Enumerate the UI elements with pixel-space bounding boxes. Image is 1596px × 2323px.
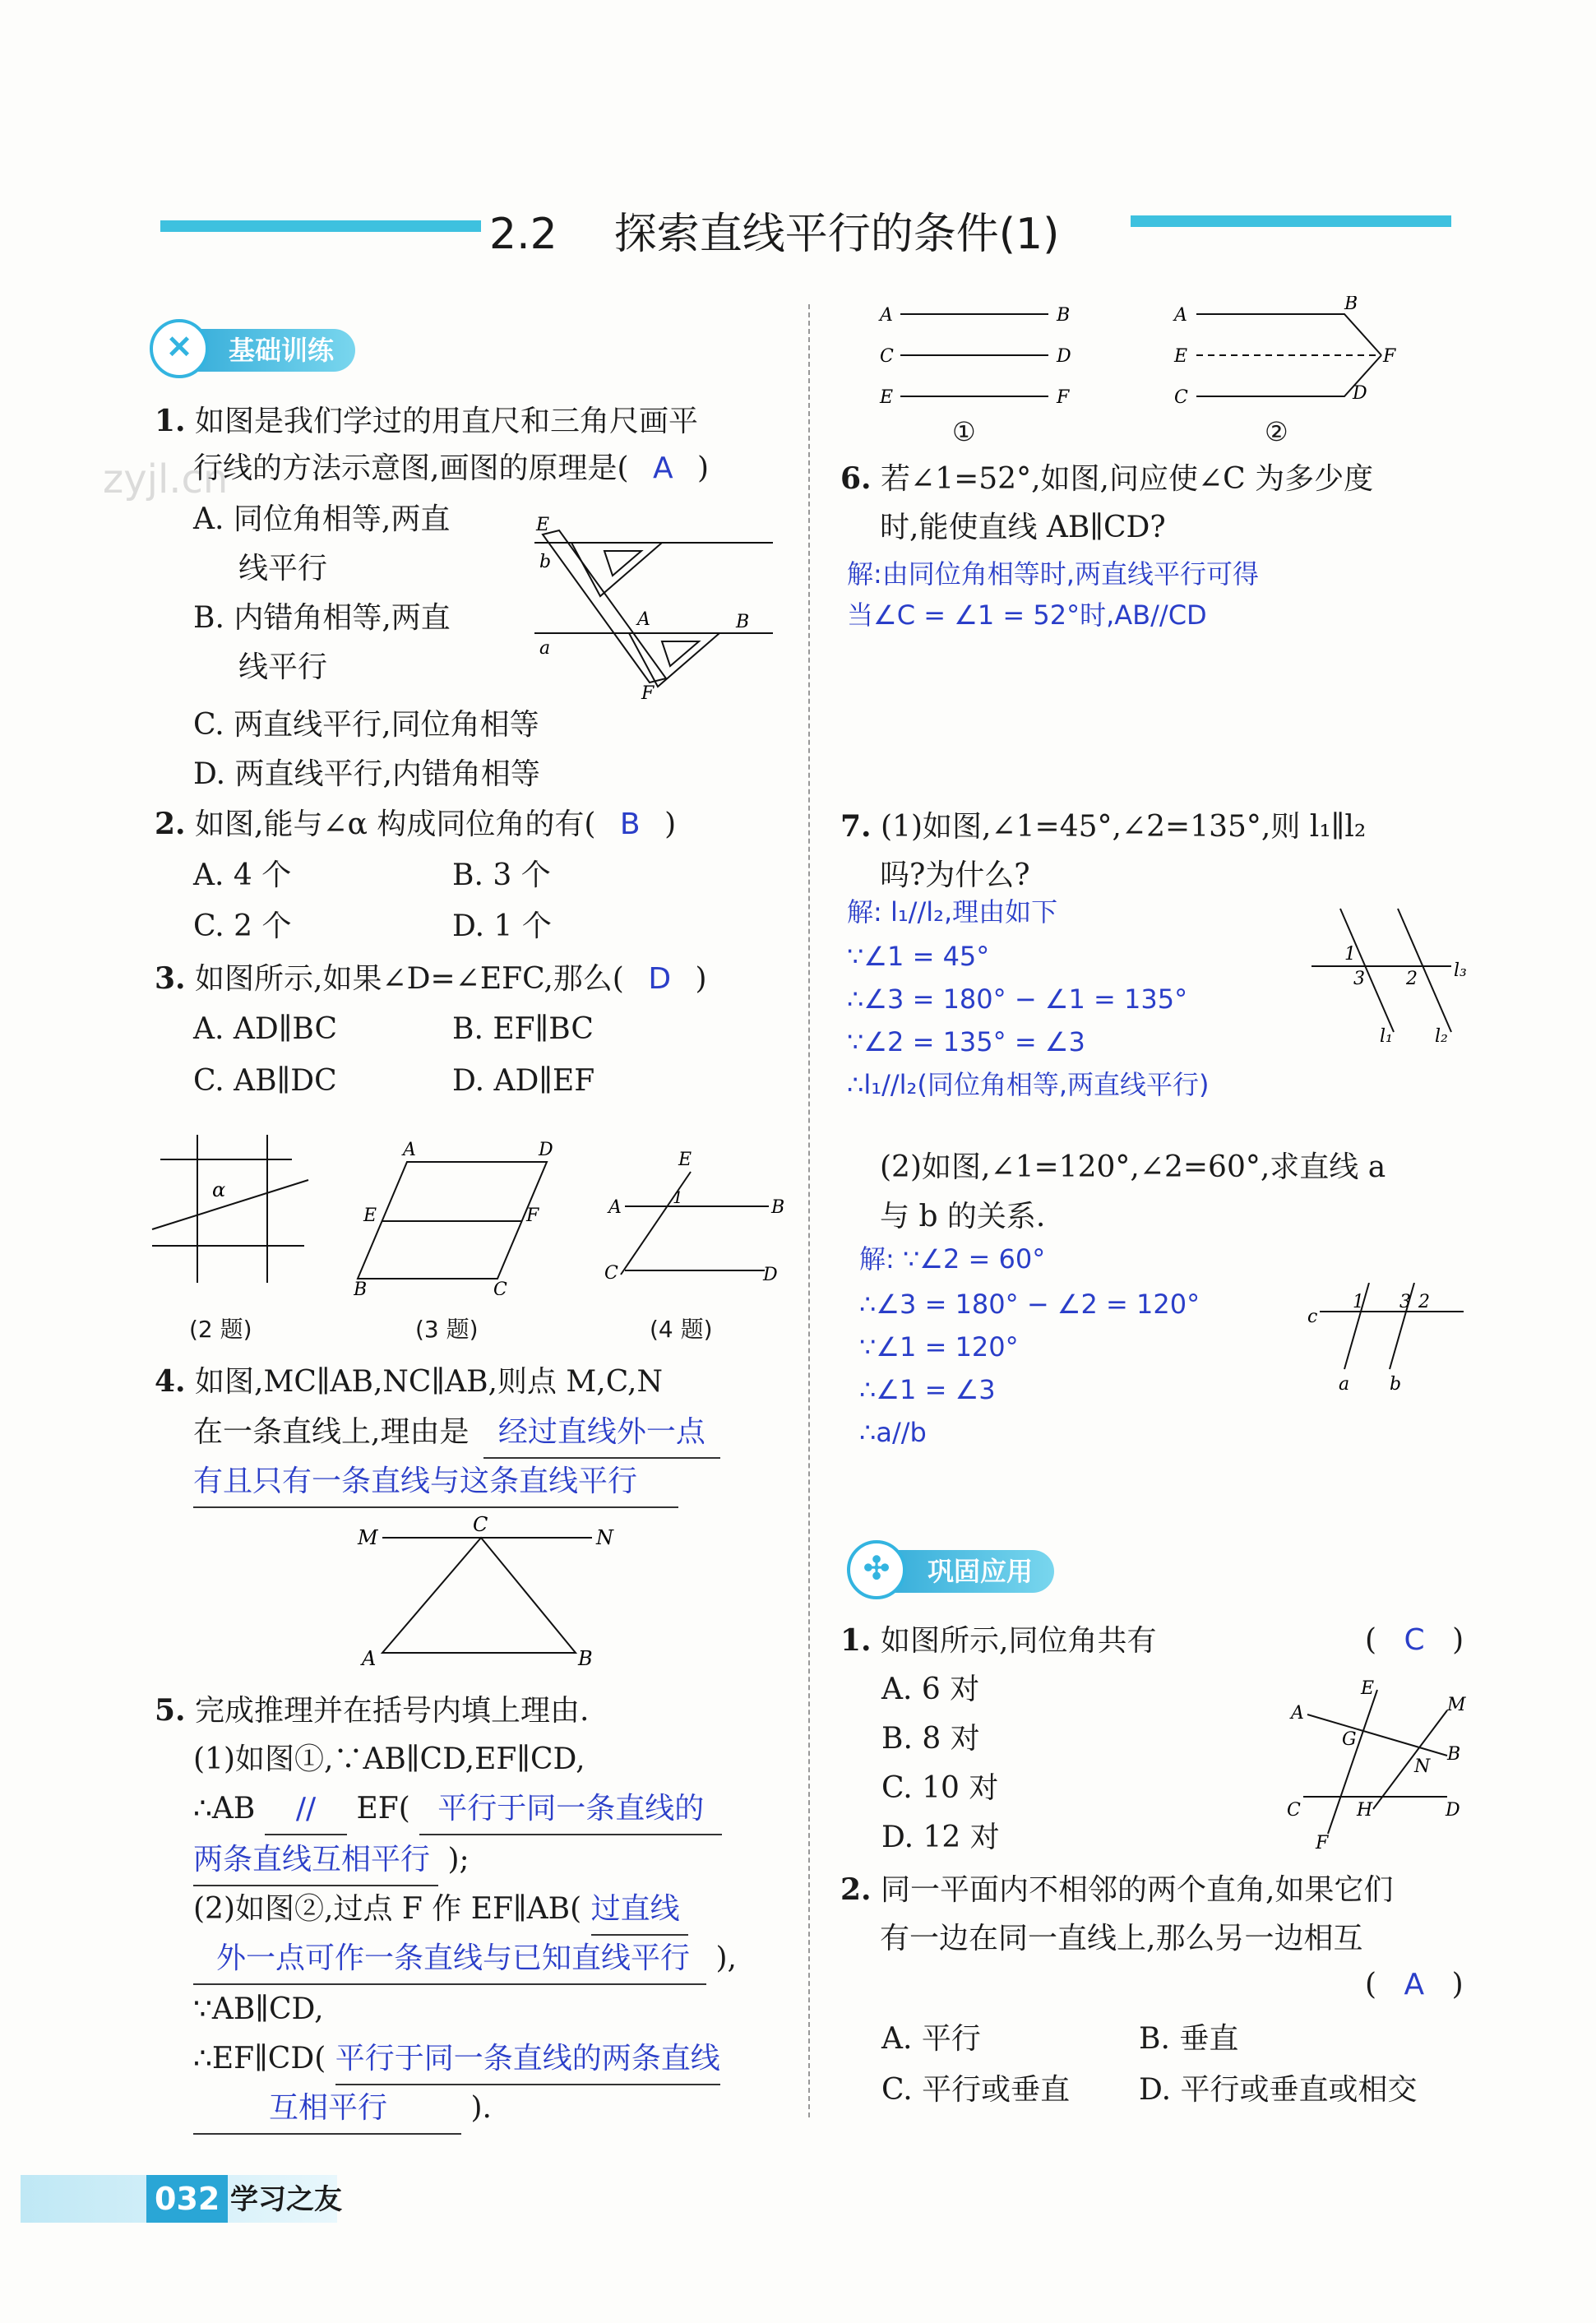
q3-label-E: E [363,1205,377,1226]
q1-opt-a2: 线平行 [238,552,328,585]
fig1-C: C [880,346,894,367]
q7f2-3: 3 [1399,1292,1411,1312]
q2-label-alpha: α [212,1178,226,1201]
q1-label-b: b [539,552,552,572]
q4-label-B: B [771,1197,785,1218]
q1-label-A: A [637,609,650,630]
q7f1-l1: l₁ [1380,1026,1393,1047]
section-icon-basic: ✕ [150,319,209,378]
q7-stem2: 吗?为什么? [880,858,1030,892]
q1-stem-line2: 行线的方法示意图,画图的原理是( [193,451,629,485]
q4-answer2-wrap [193,1457,678,1508]
q1-triangle-top-inner [604,551,641,576]
a1-open: ( [1365,1623,1377,1657]
q4-number: 4. [155,1364,186,1399]
q3-figure [354,1139,567,1295]
q4-answer-line2: 有且只有一条直线与这条直线平行 [193,1457,678,1508]
q7-stem-line1: (1)如图,∠1=45°,∠2=135°,则 l₁∥l₂ [881,810,1367,844]
q5-p2-prefix: ∴AB [193,1792,256,1826]
q4-label-A: A [608,1197,622,1218]
q3-stem [155,954,707,1004]
q5-p3-end: ); [447,1843,470,1876]
section-title: 探索直线平行的条件(1) [613,210,1060,259]
q4-fig-label-M: M [358,1526,378,1549]
a1f-M: M [1447,1695,1466,1715]
q6-solution-1: 解:由同位角相等时,两直线平行可得 [847,558,1259,590]
footer-page-number: 032 [146,2175,228,2223]
q4-fig-label-A: A [362,1647,377,1669]
q5-p5 [193,1934,737,1985]
a1-answer: C [1404,1623,1425,1657]
a2-open: ( [1365,1968,1377,2001]
q1-opt-a1: A. 同位角相等,两直 [193,502,451,536]
a1f-G: G [1342,1729,1357,1750]
q5-p2-answer: 平行于同一条直线的 [419,1784,722,1835]
q5-p5-end: ), [715,1941,737,1975]
q7-solution-5: ∴l₁//l₂(同位角相等,两直线平行) [847,1069,1210,1100]
a2-opt-c: C. 平行或垂直 [881,2073,1071,2107]
q1-stem2 [193,444,709,493]
q5-p8 [193,2084,492,2135]
q7f1-l2: l₂ [1435,1026,1448,1047]
q1-label-E: E [536,515,550,535]
a1-stem-text: 如图所示,同位角共有 [881,1624,1157,1658]
q6-stem [840,454,1373,504]
a2-opt-b: B. 垂直 [1139,2022,1239,2056]
a2-opt-d: D. 平行或垂直或相交 [1139,2073,1418,2107]
q4-triangle-figure [349,1513,621,1669]
q1-stem-line1: 如图是我们学过的用直尺和三角尺画平 [195,405,699,438]
q5-figure-1-label: ① [952,416,976,447]
q4-fig-label-C: C [473,1513,488,1536]
q5-p5-answer: 外一点可作一条直线与已知直线平行 [193,1934,706,1985]
section-icon-apply: ✣ [847,1540,906,1599]
q1-opt-b1: B. 内错角相等,两直 [193,601,451,635]
a1-opt-d: D. 12 对 [881,1821,1000,1854]
q1-number: 1. [155,404,186,438]
q7f2-1: 1 [1353,1292,1364,1312]
q1-close: ) [697,451,710,485]
q6-stem2: 时,能使直线 AB∥CD? [880,511,1166,544]
q3-opt-c: C. AB∥DC [193,1064,337,1098]
q3-label-D: D [539,1140,553,1160]
section-badge-basic-label: 基础训练 [229,335,335,366]
q5-figure-1 [872,296,1094,440]
q5-p4-text: (2)如图②,过点 F 作 EF∥AB( [193,1892,582,1926]
a1f-F: F [1316,1833,1329,1853]
q2-answer: B [619,807,641,841]
a2-answer-wrap [1365,1960,1464,2010]
caption-q4: (4 题) [650,1316,713,1343]
section-badge-apply-label: 巩固应用 [928,1556,1034,1587]
q2-opt-c: C. 2 个 [193,909,292,943]
page-title [489,199,1059,261]
title-bar-left [160,220,481,232]
q3-answer: D [648,962,672,996]
a2-opt-a: A. 平行 [881,2022,981,2056]
fig2-A: A [1174,305,1187,326]
caption-q2: (2 题) [189,1316,252,1343]
q5-p7-text: ∴EF∥CD( [193,2042,326,2075]
q7f1-2: 2 [1406,969,1418,989]
q4-fig-label-B: B [578,1647,593,1669]
section-number: 2.2 [489,210,557,259]
q3-close: ) [695,962,707,996]
q7-solution-8: ∵∠1 = 120° [859,1331,1019,1363]
q7-figure-2 [1307,1283,1472,1398]
a2-stem2: 有一边在同一直线上,那么另一边相互 [880,1922,1363,1955]
column-divider [808,304,810,2117]
q6-solution-2: 当∠C = ∠1 = 52°时,AB//CD [847,599,1207,631]
fig2-C: C [1174,387,1188,408]
q5-p6: ∵AB∥CD, [193,1992,324,2026]
q5-p7 [193,2034,720,2085]
q4-label-D: D [763,1265,778,1285]
q7-number: 7. [840,809,872,844]
q5-stem [155,1686,590,1736]
q1-stem [155,396,698,447]
q1-opt-b2: 线平行 [238,650,328,684]
q3-label-B: B [354,1280,368,1295]
q5-p4 [193,1885,688,1936]
q1-opt-c: C. 两直线平行,同位角相等 [193,708,539,742]
a1f-B: B [1447,1744,1461,1765]
q5-figure-2 [1168,296,1414,440]
q7f1-l3: l₃ [1454,960,1467,981]
q4-label-C: C [604,1263,618,1284]
q2-number: 2. [155,807,186,841]
q4-stem2 [193,1408,720,1459]
q1-label-B: B [736,612,750,632]
q7-solution-2: ∵∠1 = 45° [847,941,990,972]
q7f2-c: c [1307,1307,1318,1327]
q7f1-3: 3 [1353,969,1365,989]
q3-opt-d: D. AD∥EF [452,1064,595,1098]
a1-figure [1283,1677,1472,1854]
q7-solution-9: ∴∠1 = ∠3 [859,1374,996,1405]
q2-stem-text: 如图,能与∠α 构成同位角的有( [195,807,596,841]
q3-stem-text: 如图所示,如果∠D=∠EFC,那么( [195,962,624,996]
a2-stem-line1: 同一平面内不相邻的两个直角,如果它们 [881,1873,1394,1907]
fig2-B: B [1344,296,1358,314]
q2-close: ) [664,807,677,841]
a1-answer-wrap [1365,1616,1464,1665]
q7-solution-6: 解: ∵∠2 = 60° [859,1243,1046,1275]
q5-p3-answer: 两条直线互相平行 [193,1835,438,1886]
q3-label-C: C [493,1280,507,1295]
q7-solution-1: 解: l₁//l₂,理由如下 [847,896,1058,928]
q1-answer: A [652,451,673,485]
q3-number: 3. [155,961,186,996]
q3-label-A: A [403,1140,416,1160]
q7-stem4: 与 b 的关系. [880,1200,1046,1233]
fig2-E: E [1174,346,1188,367]
q7-solution-3: ∴∠3 = 180° − ∠1 = 135° [847,983,1188,1015]
q7f2-b: b [1390,1374,1402,1395]
caption-q3: (3 题) [415,1316,479,1343]
a2-answer: A [1404,1968,1425,2001]
q7-solution-10: ∴a//b [859,1417,927,1448]
fig1-A: A [880,305,893,326]
watermark: zyjl.cn [103,456,229,502]
q1-label-F: F [641,683,655,703]
a2-stem [840,1865,1394,1915]
a1-opt-c: C. 10 对 [881,1771,999,1805]
q3-opt-b: B. EF∥BC [452,1012,594,1046]
q7-solution-4: ∵∠2 = 135° = ∠3 [847,1026,1085,1057]
fig2-F: F [1383,346,1396,367]
a1-close: ) [1452,1623,1464,1657]
q5-stem-text: 完成推理并在括号内填上理由. [195,1694,590,1728]
q5-p2 [193,1784,722,1835]
q4-stem-line2: 在一条直线上,理由是 [193,1415,470,1449]
q7f2-a: a [1339,1374,1350,1395]
q7-figure-1 [1307,900,1472,1053]
q7f1-1: 1 [1344,944,1356,965]
q6-number: 6. [840,461,872,496]
a1f-A: A [1291,1703,1304,1724]
a1-opt-b: B. 8 对 [881,1722,980,1756]
q5-p1: (1)如图①,∵AB∥CD,EF∥CD, [193,1742,585,1776]
q4-label-1: 1 [673,1187,683,1207]
q2-opt-b: B. 3 个 [452,858,551,892]
q4-fig-label-N: N [596,1526,613,1549]
fig1-D: D [1057,346,1071,367]
q2-stem [155,799,676,849]
q5-p3 [193,1835,470,1886]
a1f-D: D [1446,1800,1460,1821]
q5-p4-answer: 过直线 [591,1885,688,1936]
q5-p2-blank: // [265,1784,347,1835]
q5-p8-end: ). [470,2091,492,2125]
a1-stem [840,1616,1157,1666]
q4-figure [600,1147,789,1295]
a1f-H: H [1357,1800,1373,1821]
q2-figure [148,1135,312,1299]
a1-opt-a: A. 6 对 [881,1673,980,1706]
q5-p8-answer: 互相平行 [193,2084,461,2135]
q5-figure-2-label: ② [1265,416,1288,447]
q1-opt-d: D. 两直线平行,内错角相等 [193,757,540,791]
q4-answer-line1: 经过直线外一点 [483,1408,720,1459]
q7-solution-7: ∴∠3 = 180° − ∠2 = 120° [859,1289,1200,1320]
q7f2-2: 2 [1418,1292,1430,1312]
a1f-E: E [1361,1678,1375,1699]
a1-number: 1. [840,1623,872,1658]
q5-p2-mid: EF( [356,1792,410,1826]
a1f-C: C [1287,1800,1301,1821]
fig1-E: E [880,387,894,408]
q5-p7-answer: 平行于同一条直线的两条直线 [335,2034,720,2085]
q5-number: 5. [155,1693,186,1728]
q7-stem [840,802,1366,852]
q4-label-E: E [678,1150,692,1170]
q7-stem3: (2)如图,∠1=120°,∠2=60°,求直线 a [880,1150,1386,1184]
q4-stem-line1: 如图,MC∥AB,NC∥AB,则点 M,C,N [195,1365,663,1399]
title-bar-right [1131,215,1451,227]
a2-close: ) [1451,1968,1464,2001]
q1-figure [526,506,781,703]
footer-brand: 学习之友 [230,2183,342,2216]
fig2-D: D [1353,383,1367,404]
q3-label-F: F [526,1205,539,1226]
q2-opt-d: D. 1 个 [452,909,552,943]
a2-number: 2. [840,1872,872,1907]
q1-triangle-bottom-inner [662,641,699,666]
q1-label-a: a [539,638,551,659]
a1f-N: N [1414,1756,1431,1777]
q6-stem-line1: 若∠1=52°,如图,问应使∠C 为多少度 [881,462,1374,496]
fig1-F: F [1057,387,1070,408]
q4-stem [155,1357,663,1407]
q3-opt-a: A. AD∥BC [193,1012,338,1046]
q2-opt-a: A. 4 个 [193,858,292,892]
fig1-B: B [1057,305,1071,326]
